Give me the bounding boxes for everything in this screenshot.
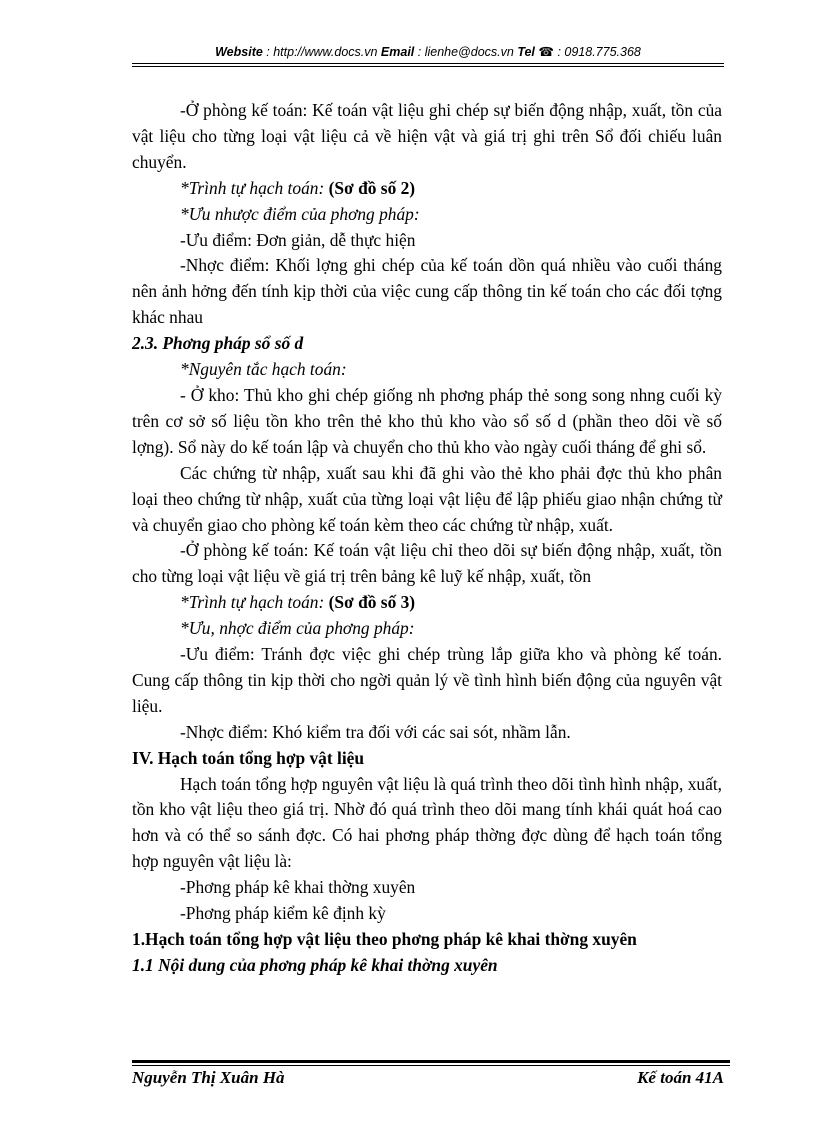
paragraph: -Nhợc điểm: Khó kiểm tra đối với các sai sót, nhầm lẫn.: [180, 721, 571, 742]
email-label: Email: [380, 45, 415, 59]
paragraph: -Nhợc điểm: Khối lợng ghi chép của kế toán dồn quá nhiều vào cuối tháng nên ảnh hởng đến tính kịp thời của việc cung cấp thông tin kế toán cho các đối tợng khác nhau: [132, 255, 722, 328]
header-rule: [132, 63, 724, 64]
website-value[interactable]: : http://www.docs.vn: [262, 45, 381, 59]
section-heading: IV. Hạch toán tổng hợp vật liệu: [132, 747, 365, 768]
page-footer: [132, 1066, 724, 1092]
paragraph: Hạch toán tổng hợp nguyên vật liệu là quá trình theo dõi tình hình nhập, xuất, tồn kho vật liệu theo giá trị. Nhờ đó quá trình theo dõi mang tính khái quát hoá cao hơn và có thể so sánh đợc. Có hai phơng pháp thờng đợc dùng để hạch toán tổng hợp nguyên vật liệu là:: [132, 773, 722, 872]
paragraph: -Phơng pháp kiểm kê định kỳ: [180, 903, 386, 924]
label: *Trình tự hạch toán:: [180, 177, 325, 198]
section-heading: 2.3. Phơng pháp sổ số d: [132, 333, 304, 354]
phone-icon: ☎: [538, 45, 554, 59]
tel-value: : 0918.775.368: [553, 45, 641, 59]
diagram-ref: (Sơ đồ số 2): [328, 177, 416, 198]
paragraph: [132, 590, 722, 616]
paragraph: [132, 176, 722, 202]
paragraph: -Ưu điểm: Đơn giản, dễ thực hiện: [180, 229, 416, 250]
paragraph: - Ở kho: Thủ kho ghi chép giống nh phơng pháp thẻ song song nhng cuối kỳ trên cơ sở số liệu tồn kho trên thẻ kho thủ kho vào sổ số d (phần theo dõi về số lợng). Sổ này do kế toán lập và chuyển cho thủ kho vào ngày cuối tháng để ghi sổ.: [132, 384, 722, 457]
diagram-ref: (Sơ đồ số 3): [328, 592, 416, 613]
email-value[interactable]: : lienhe@docs.vn: [414, 45, 518, 59]
paragraph: -Ưu điểm: Tránh đợc việc ghi chép trùng lắp giữa kho và phòng kế toán. Cung cấp thông tin kịp thời cho ngời quản lý về tình hình biến động của nguyên vật liệu.: [132, 644, 722, 716]
website-label: Website: [215, 45, 263, 59]
page-content: [132, 98, 722, 979]
subheading: *Nguyên tắc hạch toán:: [180, 359, 347, 380]
page-header: [132, 44, 724, 64]
subheading: *Ưu, nhợc điểm của phơng pháp:: [180, 618, 415, 639]
section-heading: 1.Hạch toán tổng hợp vật liệu theo phơng pháp kê khai thờng xuyên: [132, 929, 637, 949]
label: *Trình tự hạch toán:: [180, 592, 325, 613]
tel-label: Tel: [517, 45, 535, 59]
author-name: Nguyễn Thị Xuân Hà: [132, 1068, 285, 1087]
footer-rule: [132, 1060, 730, 1063]
section-heading: 1.1 Nội dung của phơng pháp kê khai thờng xuyên: [132, 954, 498, 975]
paragraph: -Ở phòng kế toán: Kế toán vật liệu ghi chép sự biến động nhập, xuất, tồn của vật liệu cho từng loại vật liệu cả về hiện vật và giá trị ghi trên Sổ đối chiếu luân chuyển.: [132, 100, 722, 172]
paragraph: -Ở phòng kế toán: Kế toán vật liệu chỉ theo dõi sự biến động nhập, xuất, tồn cho từng loại vật liệu về giá trị trên bảng kê luỹ kế nhập, xuất, tồn: [132, 540, 722, 587]
paragraph: Các chứng từ nhập, xuất sau khi đã ghi vào thẻ kho phải đợc thủ kho phân loại theo chứng từ nhập, xuất của từng loại vật liệu để lập phiếu giao nhận chứng từ và chuyển giao cho phòng kế toán kèm theo các chứng từ nhập, xuất.: [132, 462, 722, 535]
class-name: Kế toán 41A: [637, 1068, 724, 1087]
header-rule-thin: [132, 66, 724, 67]
subheading: *Ưu nhược điểm của phơng pháp:: [180, 203, 420, 224]
paragraph: -Phơng pháp kê khai thờng xuyên: [180, 877, 416, 898]
